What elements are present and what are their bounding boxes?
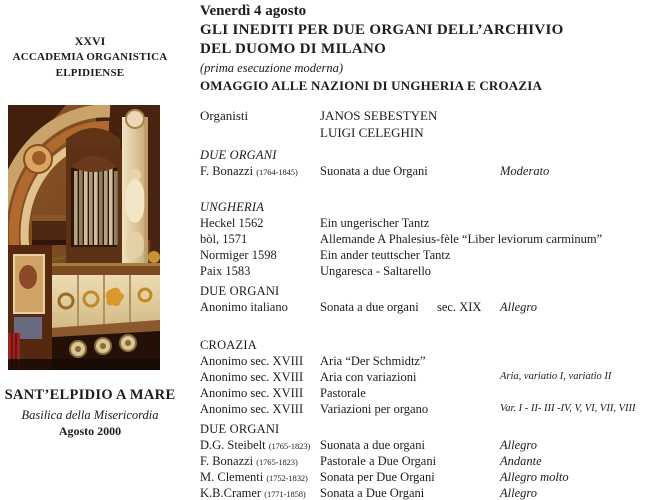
program-row [200, 385, 650, 401]
tempo-marking: Andante [500, 454, 542, 468]
program-row [200, 163, 650, 179]
tempo-marking: Allegro molto [500, 470, 569, 484]
composer-dates: (1765-1823) [268, 441, 311, 451]
tempo-marking: Allegro [500, 486, 538, 500]
program-row [200, 215, 650, 231]
composer-name: F. Bonazzi (1764-1845) [200, 164, 298, 178]
tempo-marking: Aria, variatio I, variatio II [500, 371, 612, 382]
program-content [200, 0, 650, 500]
tempo-marking: Allegro [500, 300, 538, 314]
program-section [200, 147, 650, 179]
program-title-line2: DEL DUOMO DI MILANO [200, 41, 387, 57]
organists-block [200, 107, 650, 141]
piece-title: Ein ander teuttscher Tantz [320, 248, 451, 262]
program-row [200, 453, 650, 469]
organists-label: Organisti [200, 108, 249, 123]
organists-names [320, 107, 437, 141]
piece-title: Ungaresca - Saltarello [320, 264, 432, 278]
program-sections [200, 147, 650, 500]
piece-title: Aria con variazioni [320, 370, 417, 384]
program-section [200, 199, 650, 279]
piece-title: Suonata a due organi [320, 438, 425, 452]
piece-title: Ein ungerischer Tantz [320, 216, 430, 230]
composer-name: Anonimo sec. XVIII [200, 402, 304, 416]
composer-name: K.B.Cramer (1771-1858) [200, 486, 306, 500]
place-name: SANT’ELPIDIO A MARE [4, 387, 176, 403]
piece-title: Aria “Der Schmidtz” [320, 354, 426, 368]
section-heading: CROAZIA [200, 338, 257, 352]
program-title-line1: GLI INEDITI PER DUE ORGANI DELL’ARCHIVIO [200, 22, 564, 38]
program-row [200, 231, 650, 247]
tempo-marking: Allegro [500, 438, 538, 452]
tempo-marking: Moderato [500, 164, 550, 178]
composer-dates: (1764-1845) [256, 167, 298, 177]
piece-title: Pastorale [320, 386, 366, 400]
composer-name: Normiger 1598 [200, 248, 277, 262]
program-row [200, 437, 650, 453]
organization-name-line1: ACCADEMIA ORGANISTICA [12, 51, 168, 63]
composer-dates: (1771-1858) [264, 489, 306, 499]
composer-dates: (1752-1832) [266, 473, 308, 483]
program-row [200, 469, 650, 485]
event-date: Agosto 2000 [58, 424, 122, 438]
composer-name: F. Bonazzi (1765-1823) [200, 454, 298, 468]
section-heading: DUE ORGANI [200, 284, 280, 298]
composer-name: bòl, 1571 [200, 232, 248, 246]
composer-name: Anonimo italiano [200, 300, 288, 314]
event-day: Venerdì 4 agosto [200, 3, 307, 19]
program-row [200, 353, 650, 369]
program-section [200, 421, 650, 500]
composer-name: D.G. Steibelt (1765-1823) [200, 438, 311, 452]
program-section [200, 283, 650, 315]
composer-name: Anonimo sec. XVIII [200, 354, 304, 368]
piece-title: Sonata per Due Organi [320, 470, 435, 484]
composer-name: M. Clementi (1752-1832) [200, 470, 308, 484]
venue-name: Basilica della Misericordia [21, 408, 159, 422]
homage-line: OMAGGIO ALLE NAZIONI DI UNGHERIA E CROAZIA [200, 78, 543, 93]
composer-name: Anonimo sec. XVIII [200, 370, 304, 384]
program-row [200, 247, 650, 263]
piece-title: Sonata a due organi [320, 300, 419, 314]
program-row [200, 401, 650, 417]
composer-name: Anonimo sec. XVIII [200, 386, 304, 400]
piece-title: Pastorale a Due Organi [320, 454, 437, 468]
section-heading: UNGHERIA [200, 200, 265, 214]
section-heading: DUE ORGANI [200, 422, 280, 436]
program-row [200, 299, 650, 315]
academy-header [0, 33, 180, 81]
piece-title: Sonata a Due Organi [320, 486, 425, 500]
program-row [200, 369, 650, 385]
piece-title: Allemande A Phalesius-fèle “Liber leviorum carminum” [320, 232, 603, 246]
composer-name: Heckel 1562 [200, 216, 264, 230]
organist-name: LUIGI CELEGHIN [320, 125, 424, 140]
premiere-note: (prima esecuzione moderna) [200, 61, 344, 75]
organ-photo [8, 105, 160, 370]
organist-name: JANOS SEBESTYEN [320, 108, 438, 123]
program-row [200, 485, 650, 500]
composer-name: Paix 1583 [200, 264, 251, 278]
piece-title: Suonata a due Organi [320, 164, 428, 178]
edition-number: XXVI [74, 34, 106, 48]
program-row [200, 263, 650, 279]
piece-note: sec. XIX [437, 300, 482, 314]
section-heading: DUE ORGANI [200, 148, 277, 162]
venue-block [0, 386, 180, 439]
sidebar [0, 0, 180, 500]
composer-dates: (1765-1823) [256, 457, 298, 467]
program-section [200, 337, 650, 417]
tempo-marking: Var. I - II- III -IV, V, VI, VII, VIII [500, 403, 636, 414]
piece-title: Variazioni per organo [320, 402, 429, 416]
organization-name-line2: ELPIDIENSE [55, 67, 125, 79]
